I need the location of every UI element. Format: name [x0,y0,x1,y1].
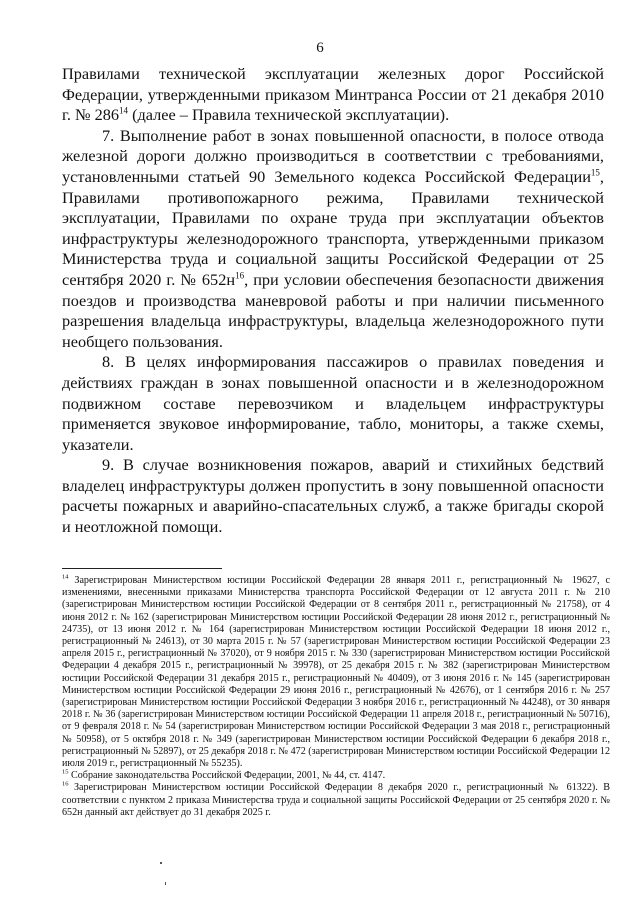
footnote-text: Зарегистрирован Министерством юстиции Российской Федерации 28 января 2011 г., регистрационный № 19627, с изменениями, внесенными приказами Министерства транспорта Российской Федерации от 12 августа 2011 г. № 210 (зарегистрирован Министерством юстиции Российской Федерации от 8 сентября 2011 г., регистрационный № 21758), от 4 июня 2012 г. № 162 (зарегистрирован Министерством юстиции Российской Федерации 28 июня 2012 г., регистрационный № 24735), от 13 июня 2012 г. № 164 (зарегистрирован Министерством юстиции Российской Федерации 18 июня 2012 г., регистрационный № 24613), от 30 марта 2015 г. № 57 (зарегистрирован Министерством юстиции Российской Федерации 23 апреля 2015 г., регистрационный № 37020), от 9 ноября 2015 г. № 330 (зарегистрирован Министерством юстиции Российской Федерации 4 декабря 2015 г., регистрационный № 39978), от 25 декабря 2015 г. № 382 (зарегистрирован Министерством юстиции Российской Федерации 31 декабря 2015 г., регистрационный № 40409), от 3 июня 2016 г. № 145 (зарегистрирован Министерством юстиции Российской Федерации 29 июня 2016 г., регистрационный № 42676), от 1 сентября 2016 г. № 257 (зарегистрирован Министерством юстиции Российской Федерации 3 ноября 2016 г., регистрационный № 44248), от 30 января 2018 г. № 36 (зарегистрирован Министерством юстиции Российской Федерации 11 апреля 2018 г., регистрационный № 50716), от 9 февраля 2018 г. № 54 (зарегистрирован Министерством юстиции Российской Федерации 3 мая 2018 г., регистрационный № 50958), от 5 октября 2018 г. № 349 (зарегистрирован Министерством юстиции Российской Федерации 6 декабря 2018 г., регистрационный № 52897), от 25 декабря 2018 г. № 472 (зарегистрирован Министерством юстиции Российской Федерации 12 июля 2019 г., регистрационный № 55235). [62,575,610,770]
paragraph-text: , Правилами противопожарного режима, Правилами технической эксплуатации, Правилами по охране труда при эксплуатации объектов инфраструктуры железнодорожного транспорта, утвержденными приказом Министерства труда и социальной защиты Российской Федерации от 25 сентября 2020 г. № 652н [62,166,604,289]
footnote-marker: 14 [62,573,69,581]
paragraph-text: 7. Выполнение работ в зонах повышенной опасности, в полосе отвода железной дороги должно производиться в соответствии с требованиями, установленными статьей 90 Земельного кодекса Российской Федерации [62,125,604,186]
footnote-ref-14: 14 [119,105,129,116]
scan-speck [165,882,166,885]
paragraph-text: Правилами технической эксплуатации железных дорог Российской Федерации, утвержденными приказом Минтранса России от 21 декабря 2010 г. № 286 [62,64,604,125]
paragraph-7 [62,126,604,353]
footnote-text: Зарегистрирован Министерством юстиции Российской Федерации 8 декабря 2020 г., регистрационный № 61322). В соответствии с пунктом 2 приказа Министерства труда и социальной защиты Российской Федерации от 25 сентября 2020 г. № 652н данный акт действует до 31 декабря 2025 г. [62,782,610,818]
main-text [62,64,604,538]
footnote-text: Собрание законодательства Российской Федерации, 2001, № 44, ст. 4147. [68,770,386,782]
footnote-marker: 15 [62,768,69,776]
page-number: 6 [316,40,324,56]
paragraph-text: , при условии обеспечения безопасности движения поездов и производства маневровой работы и при наличии письменного разрешения владельца инфраструктуры, владельца железнодорожного пути необщего пользования. [62,269,604,351]
scan-speck [160,862,162,864]
paragraph-text: (далее – Правила технической эксплуатации). [128,105,450,125]
footnote-15 [62,770,610,782]
footnotes [62,575,610,819]
footnote-separator [62,568,222,569]
footnote-marker: 16 [62,781,69,789]
footnote-16 [62,782,610,819]
paragraph-continuation [62,64,604,126]
footnote-ref-15: 15 [590,167,600,178]
paragraph-9: 9. В случае возникновения пожаров, аварий и стихийных бедствий владелец инфраструктуры должен пропустить в зону повышенной опасности расчеты пожарных и аварийно-спасательных служб, а также бригады скорой и неотложной помощи. [62,455,604,537]
footnote-ref-16: 16 [235,270,245,281]
footnote-14 [62,575,610,770]
paragraph-8: 8. В целях информирования пассажиров о правилах поведения и действиях граждан в зонах повышенной опасности и в железнодорожном подвижном составе перевозчиком и владельцем инфраструктуры применяется звуковое информирование, табло, мониторы, а также схемы, указатели. [62,352,604,454]
